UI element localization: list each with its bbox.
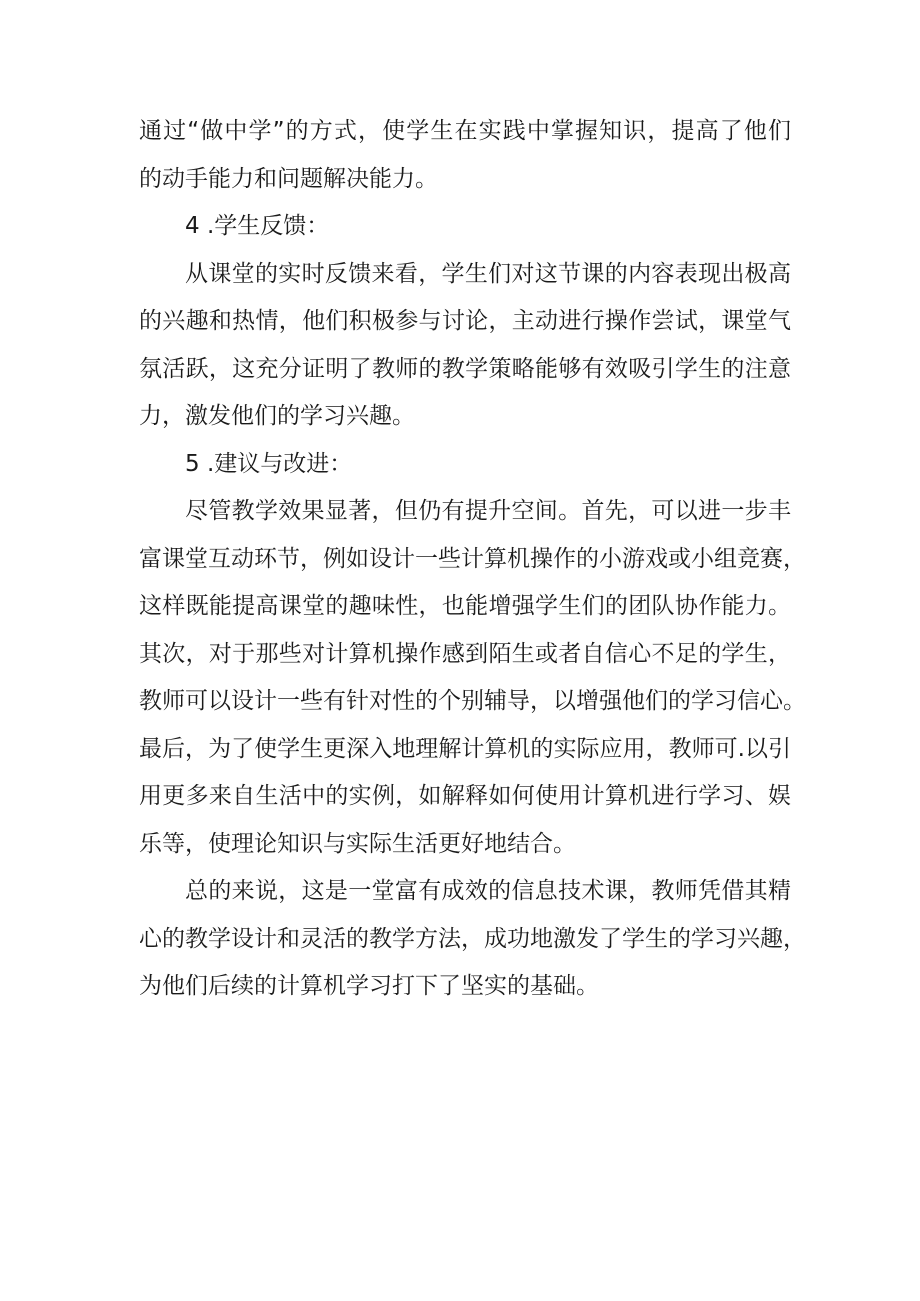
text-line: 的动手能力和问题解决能力。: [139, 165, 438, 192]
text-line: 其次，对于那些对计算机操作感到陌生或者自信心不足的学生，: [139, 640, 791, 667]
text-line: 心的教学设计和灵活的教学方法，成功地激发了学生的学习兴趣，: [139, 925, 806, 952]
text-line: 最后，为了使学生更深入地理解计算机的实际应用，教师可.以引: [139, 735, 791, 762]
text-line: 氛活跃，这充分证明了教师的教学策略能够有效吸引学生的注意: [139, 355, 791, 382]
text-line: 的兴趣和热情，他们积极参与讨论，主动进行操作尝试，课堂气: [139, 308, 791, 334]
paragraph-practice-learning: [139, 108, 791, 203]
text-line: 力，激发他们的学习兴趣。: [139, 403, 415, 429]
paragraph-suggestions: [139, 488, 806, 868]
section-heading-suggestions: 5 .建议与改进：: [185, 450, 353, 477]
text-line: 总的来说，这是一堂富有成效的信息技术课，教师凭借其精: [185, 878, 791, 904]
text-line: 用更多来自生活中的实例，如解释如何使用计算机进行学习、娱: [139, 783, 791, 809]
text-line: 从课堂的实时反馈来看，学生们对这节课的内容表现出极高: [185, 260, 791, 287]
document-body: [139, 108, 806, 1011]
paragraph-student-feedback: [139, 251, 791, 441]
text-line: 尽管教学效果显著，但仍有提升空间。首先，可以进一步丰: [185, 498, 791, 524]
text-line: 乐等，使理论知识与实际生活更好地结合。: [139, 830, 576, 857]
text-line: 通过“做中学”的方式，使学生在实践中掌握知识，提高了他们: [139, 118, 791, 144]
text-line: 这样既能提高课堂的趣味性，也能增强学生们的团队协作能力。: [139, 593, 791, 619]
text-line: 教师可以设计一些有针对性的个别辅导，以增强他们的学习信心。: [139, 688, 806, 714]
text-line: 为他们后续的计算机学习打下了坚实的基础。: [139, 973, 599, 999]
section-heading-student-feedback: 4 .学生反馈：: [185, 213, 330, 239]
paragraph-conclusion: [139, 868, 806, 1011]
text-line: 富课堂互动环节，例如设计一些计算机操作的小游戏或小组竞赛，: [139, 545, 806, 572]
